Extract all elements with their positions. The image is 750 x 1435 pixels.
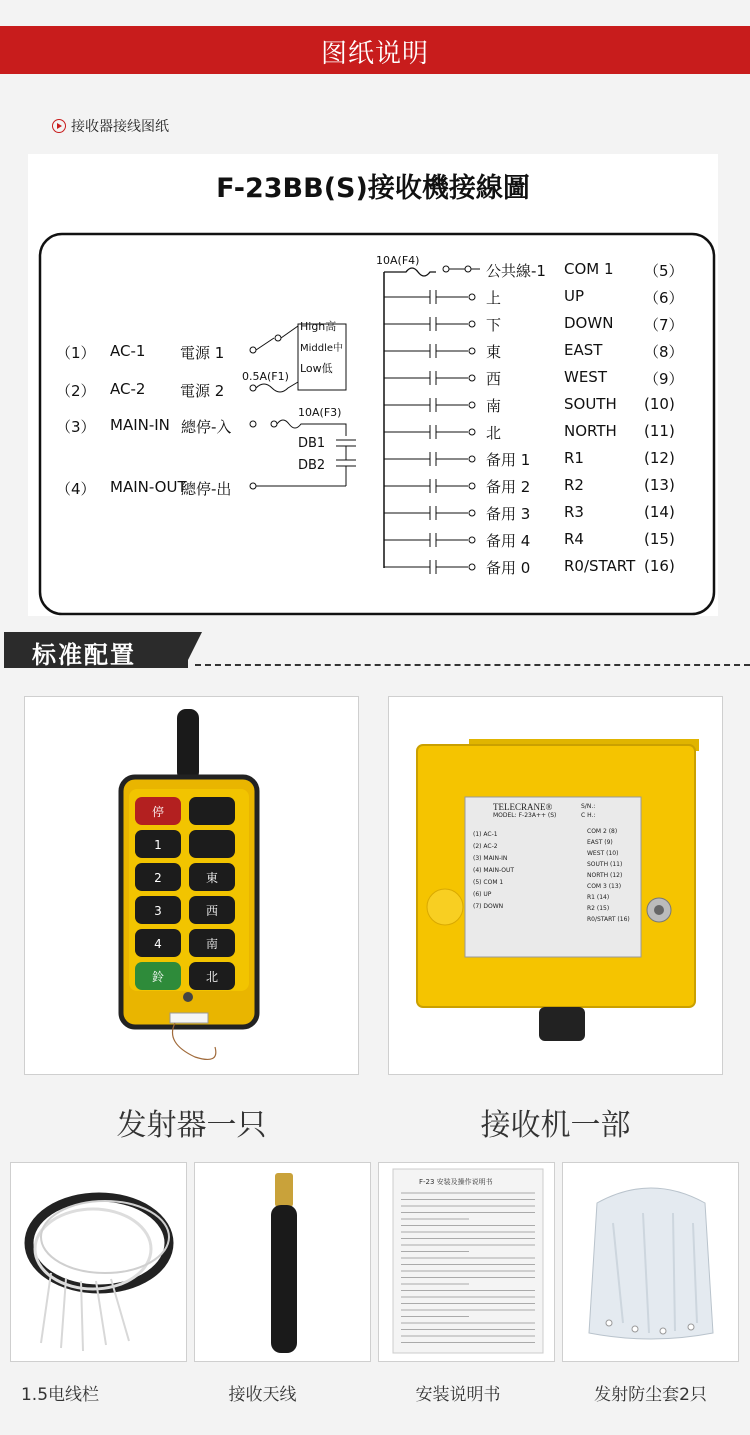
output-11-en: R4 <box>564 530 584 548</box>
output-7-cn: 北 <box>486 424 502 442</box>
input-3-desc: 總停-入 <box>181 418 232 436</box>
receiver-right-line: EAST (9) <box>587 839 613 846</box>
receiver-left-line: (3) MAIN-IN <box>473 855 508 862</box>
receiver-right-line: R0/START (16) <box>587 916 630 923</box>
output-9-num: (13) <box>644 476 675 494</box>
dustcover-card <box>562 1162 739 1362</box>
manual-card <box>378 1162 555 1362</box>
output-5-en: WEST <box>564 368 607 386</box>
output-11-cn: 备用 4 <box>486 532 531 550</box>
subheading-label: 接收器接线图纸 <box>71 119 169 135</box>
output-4-en: EAST <box>564 341 603 359</box>
input-4-code: MAIN-OUT <box>110 478 187 496</box>
output-6-en: SOUTH <box>564 395 617 413</box>
output-4-num: （8） <box>644 343 684 361</box>
output-11-num: (15) <box>644 530 675 548</box>
receiver-right-line: COM 3 (13) <box>587 883 622 890</box>
diagram-title: F-23BB(S)接收機接線圖 <box>216 173 530 204</box>
antenna-image <box>195 1163 371 1362</box>
tx-button-right-6-label: 北 <box>205 970 219 984</box>
receiver-caption: 接收机一部 <box>480 1108 631 1143</box>
transmitter-caption: 发射器一只 <box>116 1108 267 1143</box>
output-4-cn: 東 <box>486 343 502 361</box>
output-3-en: DOWN <box>564 314 614 332</box>
subheading <box>52 116 169 136</box>
tx-button-left-4-label: 3 <box>154 904 162 918</box>
tx-button-right-2 <box>189 830 235 858</box>
output-10-num: (14) <box>644 503 675 521</box>
dustcover-image <box>563 1163 739 1362</box>
transmitter-card <box>24 696 359 1075</box>
receiver-brand: TELECRANE® <box>493 802 553 812</box>
play-circle-icon <box>52 119 66 133</box>
receiver-right-line: COM 2 (8) <box>587 828 618 835</box>
output-6-cn: 南 <box>486 397 502 415</box>
receiver-left-line: (1) AC-1 <box>473 831 498 838</box>
transmitter-image <box>25 697 359 1075</box>
tx-button-left-6-label: 鈴 <box>151 970 165 984</box>
wiring-diagram <box>28 154 718 616</box>
input-1-code: AC-1 <box>110 342 146 360</box>
receiver-model: MODEL: F-23A++ (S) <box>493 812 557 819</box>
output-8-num: (12) <box>644 449 675 467</box>
output-9-en: R2 <box>564 476 584 494</box>
output-1-cn: 公共線-1 <box>486 262 546 280</box>
output-7-en: NORTH <box>564 422 617 440</box>
speed-high: High高 <box>300 320 337 333</box>
receiver-ch: C H.: <box>581 812 596 819</box>
antenna-card <box>194 1162 371 1362</box>
fuse-main-label: 10A(F3) <box>298 406 342 419</box>
receiver-right-line: SOUTH (11) <box>587 861 623 868</box>
output-5-num: （9） <box>644 370 684 388</box>
db1-label: DB1 <box>298 436 326 451</box>
tx-button-left-3-label: 2 <box>154 871 162 885</box>
cable-card <box>10 1162 187 1362</box>
manual-doc-title: F-23 安装及操作说明书 <box>419 1178 493 1186</box>
section-title-bar <box>0 26 750 74</box>
config-title: 标准配置 <box>32 640 136 669</box>
receiver-card <box>388 696 723 1075</box>
input-3-code: MAIN-IN <box>110 416 170 434</box>
input-2-desc: 電源 2 <box>180 382 225 400</box>
dustcover-caption: 发射防尘套2只 <box>594 1385 707 1405</box>
output-9-cn: 备用 2 <box>486 478 531 496</box>
receiver-right-line: R1 (14) <box>587 894 610 901</box>
speed-low: Low低 <box>300 362 333 375</box>
receiver-image <box>389 697 723 1075</box>
db2-label: DB2 <box>298 458 326 473</box>
output-12-num: (16) <box>644 557 675 575</box>
receiver-right-line: R2 (15) <box>587 905 610 912</box>
output-3-num: （7） <box>644 316 684 334</box>
tx-button-right-3-label: 東 <box>205 871 219 885</box>
input-1-desc: 電源 1 <box>180 344 225 362</box>
input-2-code: AC-2 <box>110 380 146 398</box>
fuse-power-label: 0.5A(F1) <box>242 370 289 383</box>
top-spacer <box>0 0 750 26</box>
tx-button-left-1-label: 停 <box>151 805 165 819</box>
output-5-cn: 西 <box>486 370 502 388</box>
output-8-en: R1 <box>564 449 584 467</box>
output-3-cn: 下 <box>486 316 502 334</box>
receiver-left-line: (4) MAIN-OUT <box>473 867 515 874</box>
output-8-cn: 备用 1 <box>486 451 531 469</box>
input-2-num: （2） <box>56 382 96 400</box>
output-10-en: R3 <box>564 503 584 521</box>
input-3-num: （3） <box>56 418 96 436</box>
fuse-top-label: 10A(F4) <box>376 254 420 267</box>
tx-button-right-5-label: 南 <box>205 937 219 951</box>
receiver-right-line: WEST (10) <box>587 850 619 857</box>
output-2-en: UP <box>564 287 585 305</box>
section-title: 图纸说明 <box>320 39 429 69</box>
output-12-cn: 备用 0 <box>486 559 531 577</box>
receiver-left-line: (7) DOWN <box>473 903 504 910</box>
output-1-en: COM 1 <box>564 260 614 278</box>
output-10-cn: 备用 3 <box>486 505 531 523</box>
cable-image <box>11 1163 187 1362</box>
output-2-num: （6） <box>644 289 684 307</box>
input-4-num: （4） <box>56 480 96 498</box>
manual-caption: 安装说明书 <box>415 1385 501 1405</box>
output-2-cn: 上 <box>486 289 502 307</box>
receiver-right-line: NORTH (12) <box>587 872 623 879</box>
manual-image <box>379 1163 555 1362</box>
speed-middle: Middle中 <box>300 343 344 354</box>
input-4-desc: 總停-出 <box>181 480 232 498</box>
output-7-num: (11) <box>644 422 675 440</box>
tx-button-left-5-label: 4 <box>154 937 162 951</box>
title-bar-tip <box>184 632 204 668</box>
cable-caption: 1.5电线栏 <box>20 1385 100 1405</box>
receiver-left-line: (5) COM 1 <box>473 879 504 886</box>
config-title-bar <box>4 632 188 668</box>
output-12-en: R0/START <box>564 557 636 575</box>
output-1-num: （5） <box>644 262 684 280</box>
tx-button-right-1 <box>189 797 235 825</box>
receiver-left-line: (6) UP <box>473 891 492 898</box>
antenna-caption: 接收天线 <box>228 1385 297 1405</box>
input-1-num: （1） <box>56 344 96 362</box>
receiver-sn: S/N.: <box>581 803 596 810</box>
dashed-divider <box>195 664 750 666</box>
tx-button-left-2-label: 1 <box>154 838 162 852</box>
tx-button-right-4-label: 西 <box>205 904 219 918</box>
receiver-left-line: (2) AC-2 <box>473 843 498 850</box>
output-6-num: (10) <box>644 395 675 413</box>
